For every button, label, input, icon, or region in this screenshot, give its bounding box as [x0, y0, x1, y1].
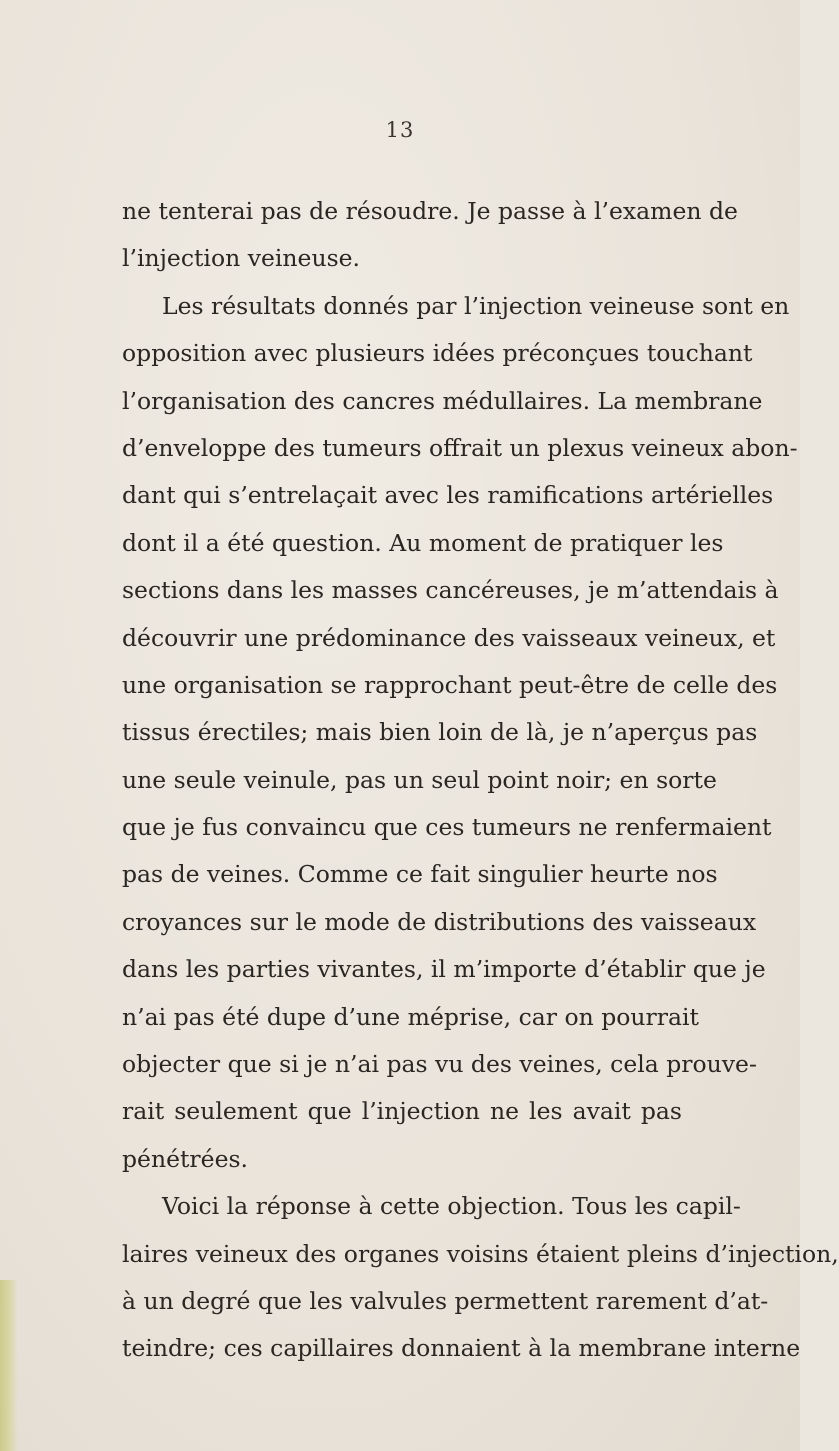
text-line: que je fus convaincu que ces tumeurs ne renfermaient — [122, 813, 772, 842]
text-line: une seule veinule, pas un seul point noir; en sorte — [122, 765, 717, 794]
text-line: dant qui s’entrelaçait avec les ramifications artérielles — [122, 481, 774, 510]
text-line: ne tenterai pas de résoudre. Je passe à l’examen de — [122, 197, 738, 225]
page-number: 13 — [385, 118, 415, 142]
text-line: pénétrées. — [122, 1144, 249, 1173]
text-line: l’organisation des cancres médullaires. La membrane — [122, 386, 763, 415]
body-text — [122, 188, 839, 1373]
paragraph-start-line: Les résultats donnés par l’injection veineuse sont en — [162, 291, 790, 320]
text-line: croyances sur le mode de distributions des vaisseaux — [122, 907, 757, 936]
text-line: dans les parties vivantes, il m’importe d’établir que je — [122, 955, 766, 984]
text-line: pas de veines. Comme ce fait singulier heurte nos — [122, 860, 718, 889]
text-line: n’ai pas été dupe d’une méprise, car on pourrait — [122, 1002, 699, 1031]
text-line: tissus érectiles; mais bien loin de là, je n’aperçus pas — [122, 718, 758, 747]
text-line: d’enveloppe des tumeurs offrait un plexus veineux abon- — [122, 433, 798, 462]
text-line: rait seulement que l’injection ne les avait pas — [122, 1097, 682, 1126]
text-line: dont il a été question. Au moment de pratiquer les — [122, 528, 724, 557]
text-line: à un degré que les valvules permettent rarement d’at- — [122, 1286, 769, 1315]
text-line: teindre; ces capillaires donnaient à la membrane interne — [122, 1334, 801, 1363]
text-line: opposition avec plusieurs idées préconçues touchant — [122, 339, 753, 368]
paragraph-start-line: Voici la réponse à cette objection. Tous les capil- — [162, 1192, 741, 1221]
page-edge-stain — [0, 1280, 18, 1451]
text-line: l’injection veineuse. — [122, 244, 361, 273]
text-line: découvrir une prédominance des vaisseaux veineux, et — [122, 623, 776, 652]
text-line: sections dans les masses cancéreuses, je m’attendais à — [122, 576, 779, 605]
text-line: objecter que si je n’ai pas vu des veines, cela prouve- — [122, 1050, 757, 1079]
text-line: laires veineux des organes voisins étaient pleins d’injection, — [122, 1239, 839, 1268]
text-line: une organisation se rapprochant peut-être de celle des — [122, 670, 778, 699]
